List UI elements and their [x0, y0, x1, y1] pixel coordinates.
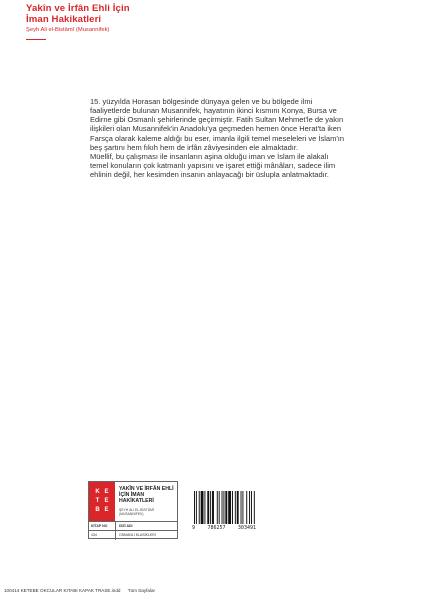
header — [26, 3, 226, 40]
card-divider — [89, 530, 177, 531]
barcode-bar — [219, 491, 220, 524]
barcode-bar — [199, 491, 200, 524]
barcode-bar — [251, 491, 252, 524]
barcode-bar — [217, 491, 218, 524]
card-column-divider — [115, 521, 116, 540]
logo-letter: T — [95, 498, 100, 504]
print-slug — [4, 588, 155, 594]
book-title-line-2: İman Hakikatleri — [26, 14, 102, 25]
barcode-bar — [223, 491, 224, 524]
logo-letter: B — [95, 507, 100, 513]
barcode-bar — [201, 491, 204, 524]
book-title-line-1: Yakîn ve İrfân Ehli İçin — [26, 3, 130, 14]
barcode-bar — [210, 491, 211, 524]
ketebe-logo — [89, 482, 115, 521]
barcode-bar — [254, 491, 255, 524]
barcode-left-digits: 786257 — [207, 525, 226, 531]
card-divider — [89, 521, 177, 522]
barcode-bar — [196, 491, 197, 524]
description-paragraph-2: Müellif, bu çalışması ile insanların aşina olduğu iman ve İslam ile alakalı temel konuların çok katmanlı yapısını ve işaret ettiği mânâları, sadece ilim ehlinin değil, her kesimden insanın anlayacağı bir üslupla anlatmaktadır. — [90, 151, 336, 180]
barcode-bar — [241, 491, 242, 524]
barcode-bars — [192, 491, 256, 524]
series-value: OSMANLI KLASİKLERİ — [119, 533, 156, 537]
barcode-bar — [204, 491, 205, 524]
logo-letter: E — [104, 489, 109, 495]
barcode-bar — [194, 491, 195, 524]
barcode-bar — [222, 491, 223, 524]
barcode-bar — [228, 491, 231, 524]
book-number-value: 434 — [91, 533, 97, 537]
card-author: ŞEYH ALİ EL-BİSTÂMÎ (MUSANNİFEK) — [119, 508, 154, 517]
book-number-label: KİTAP NO — [91, 524, 108, 528]
publisher-info-card — [88, 481, 178, 539]
barcode-bar — [237, 491, 239, 524]
logo-letter: K — [95, 489, 100, 495]
barcode-bar — [249, 491, 250, 524]
barcode-bar — [235, 491, 236, 524]
barcode-bar — [246, 491, 247, 524]
isbn-barcode — [192, 491, 256, 532]
slug-pages: Tüm Sayfalar — [127, 588, 156, 593]
book-author: Şeyh Ali el-Bistâmî (Musannifek) — [26, 27, 110, 33]
barcode-digits — [192, 525, 256, 531]
logo-letter: E — [104, 507, 109, 513]
barcode-bar — [232, 491, 233, 524]
series-label: DİZİ ADI — [119, 524, 133, 528]
barcode-bar — [212, 491, 214, 524]
barcode-first-digit: 9 — [192, 525, 196, 531]
back-cover-text — [90, 97, 346, 179]
slug-filename: 100414 KETEBE OKCULAR KITABI KAPAK TRASE.indd — [4, 588, 121, 593]
barcode-bar — [242, 491, 243, 524]
logo-letter: E — [104, 498, 109, 504]
barcode-bar — [207, 491, 209, 524]
barcode-bar — [225, 491, 227, 524]
header-divider — [26, 39, 46, 40]
barcode-right-digits: 303491 — [237, 525, 256, 531]
card-title: YAKÎN VE İRFÂN EHLİ İÇİN İMAN HAKİKATLERİ — [119, 486, 174, 504]
description-paragraph-1: 15. yüzyılda Horasan bölgesinde dünyaya gelen ve bu bölgede ilmi faaliyetlerde bulunan Musannifek, hayatının ikinci kısmını Konya, Bursa ve Edirne gibi Osmanlı şehirlerinde geçirmiştir. Fatih Sultan Mehmet'le de yakın ilişkileri olan Musannifek'in Anadolu'ya geçmeden hemen önce Herat'ta iken Farsça olarak kaleme aldığı bu eser, imanla ilgili temel meseleleri ve İslam'ın beş şartını hem fıkıh hem de irfân zâviyesinden ele almaktadır. — [90, 97, 345, 152]
